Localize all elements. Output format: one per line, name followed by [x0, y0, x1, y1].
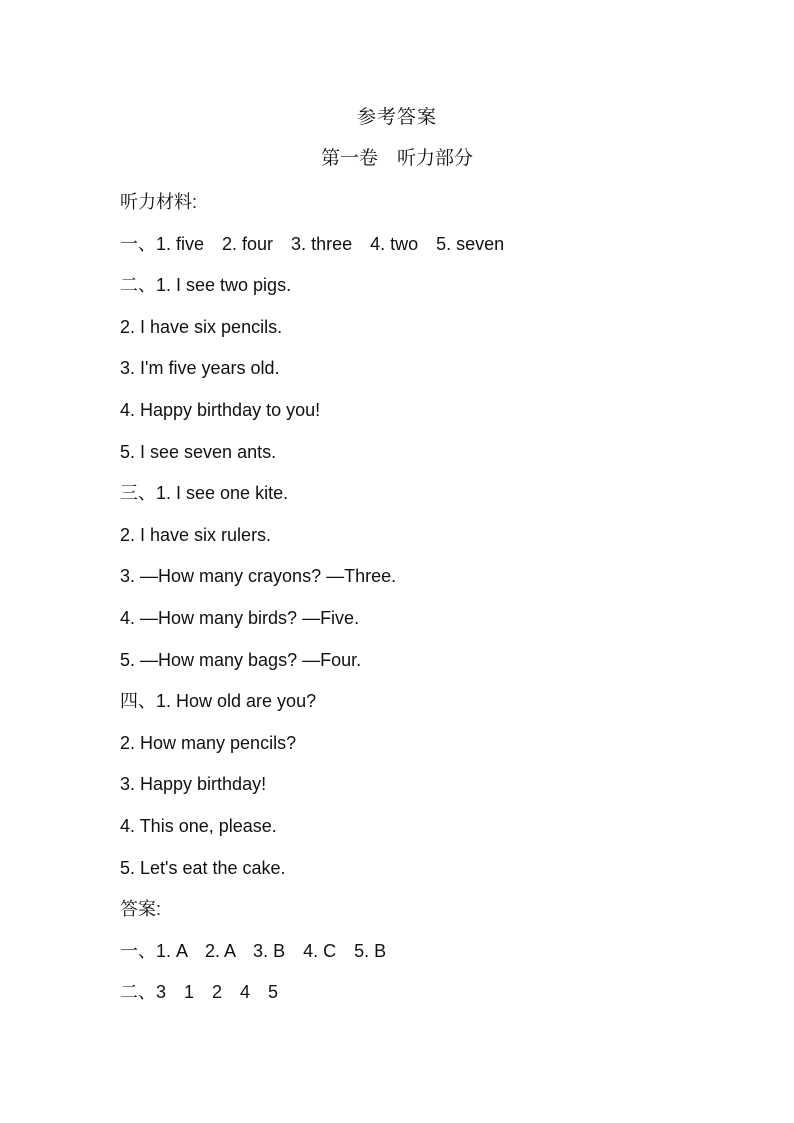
answer-content: [120, 190, 760, 1022]
text-line: 3. —How many crayons? —Three.: [120, 566, 397, 587]
text-line: 5. I see seven ants.: [120, 441, 277, 462]
text-line: 4. This one, please.: [120, 815, 277, 836]
text-line: 2. How many pencils?: [120, 732, 297, 753]
text-line: 听力材料:: [120, 192, 198, 212]
text-line: 5. Let's eat the cake.: [120, 857, 286, 878]
text-line: 二、3 1 2 4 5: [120, 982, 279, 1003]
section-title: 第一卷 听力部分: [320, 148, 473, 169]
text-line: 3. Happy birthday!: [120, 774, 267, 795]
text-line: 一、1. five 2. four 3. three 4. two 5. seven: [120, 233, 505, 254]
text-line: 2. I have six rulers.: [120, 524, 272, 545]
text-line: 2. I have six pencils.: [120, 316, 283, 337]
text-line: 一、1. A 2. A 3. B 4. C 5. B: [120, 940, 387, 961]
text-line: 四、1. How old are you?: [120, 691, 317, 712]
text-line: 二、1. I see two pigs.: [120, 275, 292, 296]
page-title: 参考答案: [356, 107, 437, 128]
text-line: 3. I'm five years old.: [120, 358, 280, 379]
text-line: 4. —How many birds? —Five.: [120, 607, 360, 628]
text-line: 4. Happy birthday to you!: [120, 399, 321, 420]
text-line: 答案:: [120, 899, 162, 920]
text-line: 5. —How many bags? —Four.: [120, 649, 362, 670]
text-line: 三、1. I see one kite.: [120, 483, 289, 504]
